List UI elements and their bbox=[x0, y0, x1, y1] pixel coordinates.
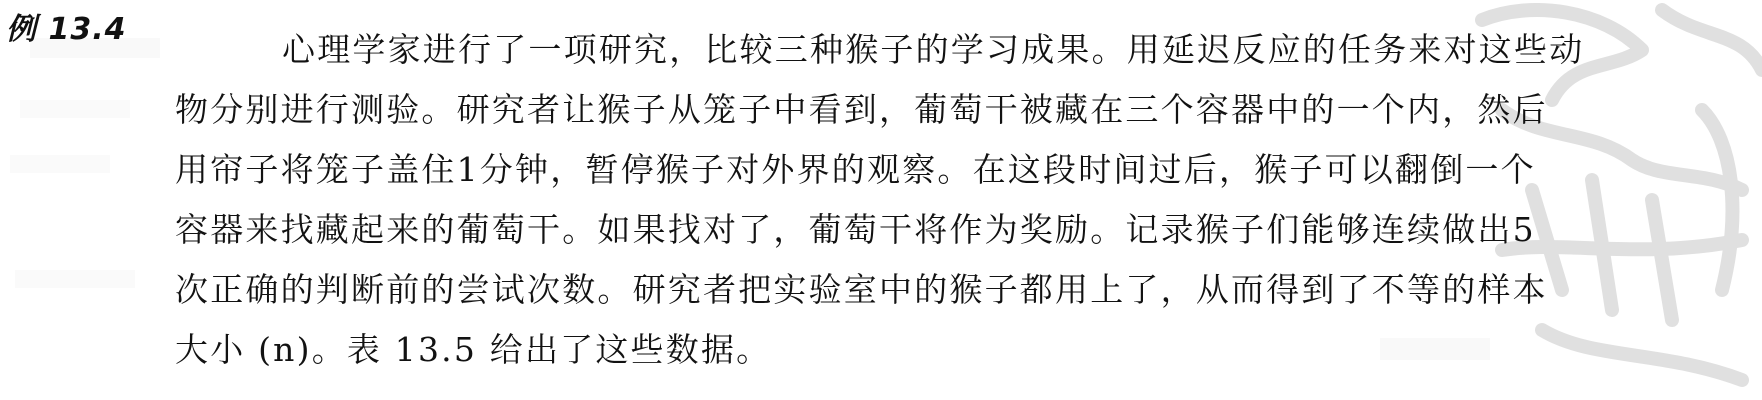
paragraph-line: 心理学家进行了一项研究，比较三种猴子的学习成果。用延迟反应的任务来对这些动 bbox=[282, 30, 1585, 69]
bleed-through-artifact bbox=[15, 270, 135, 288]
paragraph-line: 用帘子将笼子盖住1分钟，暂停猴子对外界的观察。在这段时间过后，猴子可以翻倒一个 bbox=[175, 150, 1536, 189]
paragraph-line: 物分别进行测验。研究者让猴子从笼子中看到，葡萄干被藏在三个容器中的一个内，然后 bbox=[175, 90, 1548, 129]
paragraph-line: 大小 (n)。表 13.5 给出了这些数据。 bbox=[175, 330, 772, 369]
bleed-through-artifact bbox=[10, 155, 110, 173]
bleed-through-artifact bbox=[1380, 338, 1490, 360]
paragraph-line: 容器来找藏起来的葡萄干。如果找对了，葡萄干将作为奖励。记录猴子们能够连续做出5 bbox=[175, 210, 1536, 249]
paragraph-line: 次正确的判断前的尝试次数。研究者把实验室中的猴子都用上了，从而得到了不等的样本 bbox=[175, 270, 1548, 309]
example-label: 例 13.4 bbox=[6, 12, 127, 47]
bleed-through-artifact bbox=[20, 100, 130, 118]
